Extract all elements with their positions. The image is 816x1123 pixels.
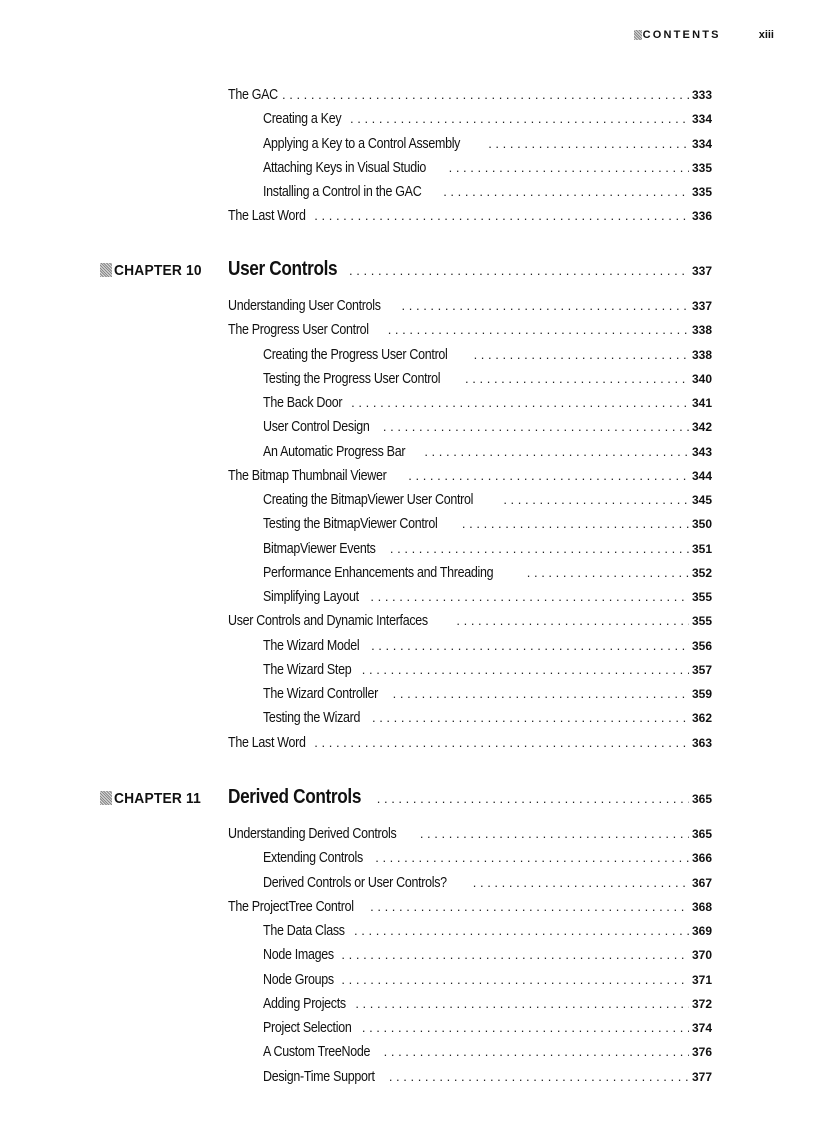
chapter-number: CHAPTER 10 bbox=[114, 261, 202, 279]
toc-entry-title: User Control Design bbox=[263, 419, 370, 436]
chapter-page: 365 bbox=[691, 792, 712, 806]
toc-entry-page: 356 bbox=[691, 638, 712, 653]
dot-leader bbox=[314, 735, 689, 750]
toc-entry-page: 333 bbox=[691, 88, 712, 102]
header-page-number: xiii bbox=[758, 29, 774, 41]
dot-leader bbox=[462, 516, 689, 531]
toc-entry-page: 352 bbox=[691, 565, 712, 580]
toc-entry[interactable] bbox=[263, 638, 712, 658]
toc-entry-page: 368 bbox=[691, 899, 712, 914]
toc-entry-title: Creating the BitmapViewer User Control bbox=[263, 492, 474, 508]
toc-entry-page: 337 bbox=[691, 299, 712, 313]
toc-entry[interactable] bbox=[263, 492, 712, 512]
toc-entry[interactable] bbox=[263, 850, 712, 870]
toc-entry-title: The Wizard Controller bbox=[263, 686, 378, 702]
toc-entry-page: 341 bbox=[691, 396, 712, 410]
dot-leader bbox=[350, 111, 689, 126]
toc-entry[interactable] bbox=[228, 613, 712, 633]
toc-entry[interactable] bbox=[263, 419, 712, 439]
toc-entry-page: 370 bbox=[691, 948, 712, 963]
toc-entry-page: 343 bbox=[691, 444, 712, 459]
toc-entry-page: 363 bbox=[691, 735, 712, 750]
toc-entry-page: 342 bbox=[691, 420, 712, 435]
toc-entry-title: Node Images bbox=[263, 947, 334, 964]
toc-entry-title: Project Selection bbox=[263, 1020, 352, 1036]
toc-entry-title: Installing a Control in the GAC bbox=[263, 184, 422, 200]
toc-entry[interactable] bbox=[228, 899, 712, 919]
toc-entry-title: The Back Door bbox=[263, 395, 343, 411]
toc-entry-title: BitmapViewer Events bbox=[263, 540, 376, 557]
toc-entry-title: The Last Word bbox=[228, 734, 306, 751]
toc-entry-page: 377 bbox=[691, 1069, 712, 1084]
toc-entry[interactable] bbox=[263, 1069, 712, 1089]
toc-entry-page: 338 bbox=[691, 323, 712, 338]
chapter-title: Derived Controls bbox=[228, 786, 362, 808]
toc-entry-title: Creating a Key bbox=[263, 111, 342, 128]
dot-leader bbox=[371, 638, 689, 653]
dot-leader bbox=[372, 710, 689, 725]
dot-leader bbox=[408, 468, 689, 483]
toc-entry[interactable] bbox=[263, 710, 712, 730]
toc-entry-title: The Wizard Step bbox=[263, 661, 352, 678]
header-marker-icon bbox=[634, 30, 642, 40]
toc-entry[interactable] bbox=[263, 996, 712, 1016]
dot-leader bbox=[465, 371, 689, 386]
toc-entry[interactable] bbox=[263, 565, 712, 585]
toc-entry[interactable] bbox=[228, 826, 712, 846]
dot-leader bbox=[456, 613, 689, 628]
toc-entry-page: 369 bbox=[691, 924, 712, 938]
toc-entry-title: Node Groups bbox=[263, 971, 334, 988]
toc-entry-page: 334 bbox=[691, 136, 712, 151]
toc-entry[interactable] bbox=[263, 923, 712, 943]
toc-entry-title: A Custom TreeNode bbox=[263, 1044, 371, 1061]
toc-entry[interactable] bbox=[263, 972, 712, 992]
dot-leader bbox=[362, 662, 689, 677]
toc-entry-page: 372 bbox=[691, 996, 712, 1011]
toc-entry[interactable] bbox=[263, 662, 712, 682]
toc-entry-title: The Data Class bbox=[263, 923, 345, 939]
toc-entry[interactable] bbox=[228, 87, 712, 107]
dot-leader bbox=[402, 298, 689, 313]
toc-entry-page: 355 bbox=[691, 614, 712, 629]
dot-leader bbox=[370, 899, 689, 914]
chapter-marker-icon bbox=[100, 263, 112, 277]
toc-entry-title: The Last Word bbox=[228, 208, 306, 225]
toc-entry[interactable] bbox=[228, 208, 712, 228]
dot-leader bbox=[389, 1069, 689, 1084]
toc-entry-title: The GAC bbox=[228, 87, 278, 103]
toc-entry[interactable] bbox=[263, 516, 712, 536]
toc-entry[interactable] bbox=[263, 160, 712, 180]
chapter-label bbox=[100, 788, 209, 808]
dot-leader bbox=[420, 826, 689, 841]
toc-entry-page: 350 bbox=[691, 517, 712, 532]
toc-entry[interactable] bbox=[263, 1020, 712, 1040]
toc-entry-page: 351 bbox=[691, 541, 712, 556]
toc-entry[interactable] bbox=[263, 184, 712, 204]
dot-leader bbox=[474, 347, 689, 362]
header-section-title: CONTENTS bbox=[642, 29, 721, 41]
toc-entry-title: Testing the Wizard bbox=[263, 710, 361, 727]
chapter-heading[interactable] bbox=[228, 786, 712, 810]
toc-entry-page: 357 bbox=[691, 662, 712, 677]
toc-entry[interactable] bbox=[228, 298, 712, 318]
toc-entry-title: Testing the Progress User Control bbox=[263, 370, 441, 387]
dot-leader bbox=[314, 208, 689, 223]
toc-entry-title: Applying a Key to a Control Assembly bbox=[263, 135, 461, 152]
toc-entry-title: The ProjectTree Control bbox=[228, 898, 354, 915]
toc-entry-page: 336 bbox=[691, 209, 712, 224]
dot-leader bbox=[375, 850, 689, 865]
dot-leader bbox=[354, 923, 689, 938]
toc-entry-page: 362 bbox=[691, 711, 712, 726]
dot-leader bbox=[488, 136, 689, 151]
toc-entry-page: 338 bbox=[691, 347, 712, 362]
toc-entry-page: 359 bbox=[691, 687, 712, 701]
dot-leader bbox=[503, 492, 689, 507]
toc-entry[interactable] bbox=[263, 136, 712, 156]
toc-entry[interactable] bbox=[263, 111, 712, 131]
toc-entry[interactable] bbox=[263, 541, 712, 561]
toc-entry-title: Testing the BitmapViewer Control bbox=[263, 516, 438, 533]
chapter-title: User Controls bbox=[228, 258, 338, 280]
dot-leader bbox=[370, 589, 689, 604]
toc-entry-title: The Bitmap Thumbnail Viewer bbox=[228, 467, 387, 484]
dot-leader bbox=[282, 87, 689, 102]
toc-entry-page: 374 bbox=[691, 1021, 712, 1035]
toc-entry[interactable] bbox=[228, 322, 712, 342]
toc-entry-page: 365 bbox=[691, 827, 712, 841]
toc-entry-title: Derived Controls or User Controls? bbox=[263, 874, 447, 891]
toc-entry-page: 334 bbox=[691, 112, 712, 127]
dot-leader bbox=[341, 947, 689, 962]
dot-leader bbox=[384, 1044, 689, 1059]
toc-entry[interactable] bbox=[263, 395, 712, 415]
toc-entry[interactable] bbox=[263, 371, 712, 391]
dot-leader bbox=[393, 686, 689, 701]
toc-entry-title: Simplifying Layout bbox=[263, 589, 359, 605]
toc-entry-page: 367 bbox=[691, 875, 712, 890]
running-header bbox=[634, 28, 774, 42]
toc-entry-page: 366 bbox=[691, 851, 712, 866]
dot-leader bbox=[473, 875, 689, 890]
toc-entry-title: Adding Projects bbox=[263, 995, 346, 1012]
toc-entry[interactable] bbox=[263, 947, 712, 967]
toc-entry-page: 344 bbox=[691, 468, 712, 483]
dot-leader bbox=[449, 160, 689, 175]
dot-leader bbox=[443, 184, 689, 199]
toc-entry-page: 345 bbox=[691, 493, 712, 507]
toc-entry-page: 335 bbox=[691, 185, 712, 199]
dot-leader bbox=[388, 322, 689, 337]
dot-leader bbox=[355, 996, 689, 1011]
toc-entry-page: 335 bbox=[691, 160, 712, 175]
toc-entry[interactable] bbox=[263, 589, 712, 609]
toc-entry-title: The Wizard Model bbox=[263, 637, 360, 654]
toc-entry[interactable] bbox=[263, 347, 712, 367]
dot-leader bbox=[341, 972, 689, 987]
toc-entry-page: 371 bbox=[691, 972, 712, 987]
chapter-marker-icon bbox=[100, 791, 112, 805]
dot-leader bbox=[390, 541, 689, 556]
chapter-page: 337 bbox=[691, 264, 712, 278]
toc-entry-title: Attaching Keys in Visual Studio bbox=[263, 159, 427, 176]
dot-leader bbox=[424, 444, 689, 459]
dot-leader bbox=[351, 395, 689, 410]
toc-entry-title: An Automatic Progress Bar bbox=[263, 443, 406, 460]
toc-entry[interactable] bbox=[263, 1044, 712, 1064]
toc-entry-title: Understanding Derived Controls bbox=[228, 826, 397, 842]
toc-entry[interactable] bbox=[263, 686, 712, 706]
toc-entry-title: Design-Time Support bbox=[263, 1068, 375, 1085]
dot-leader bbox=[349, 263, 689, 278]
toc-entry-title: User Controls and Dynamic Interfaces bbox=[228, 613, 428, 630]
toc-entry-page: 376 bbox=[691, 1045, 712, 1060]
dot-leader bbox=[383, 419, 689, 434]
toc-entry-page: 355 bbox=[691, 590, 712, 604]
toc-entry-title: Performance Enhancements and Threading bbox=[263, 564, 494, 581]
dot-leader bbox=[362, 1020, 689, 1035]
toc-entry-title: The Progress User Control bbox=[228, 322, 369, 339]
dot-leader bbox=[377, 791, 689, 806]
toc-entry[interactable] bbox=[228, 468, 712, 488]
toc-entry-page: 340 bbox=[691, 371, 712, 386]
toc-entry[interactable] bbox=[228, 735, 712, 755]
toc-entry-title: Creating the Progress User Control bbox=[263, 346, 448, 363]
toc-entry[interactable] bbox=[263, 444, 712, 464]
chapter-label bbox=[100, 260, 209, 280]
dot-leader bbox=[527, 565, 689, 580]
chapter-number: CHAPTER 11 bbox=[114, 789, 201, 807]
toc-entry-title: Extending Controls bbox=[263, 850, 363, 867]
toc-entry-title: Understanding User Controls bbox=[228, 298, 381, 314]
toc-entry[interactable] bbox=[263, 875, 712, 895]
chapter-heading[interactable] bbox=[228, 258, 712, 282]
